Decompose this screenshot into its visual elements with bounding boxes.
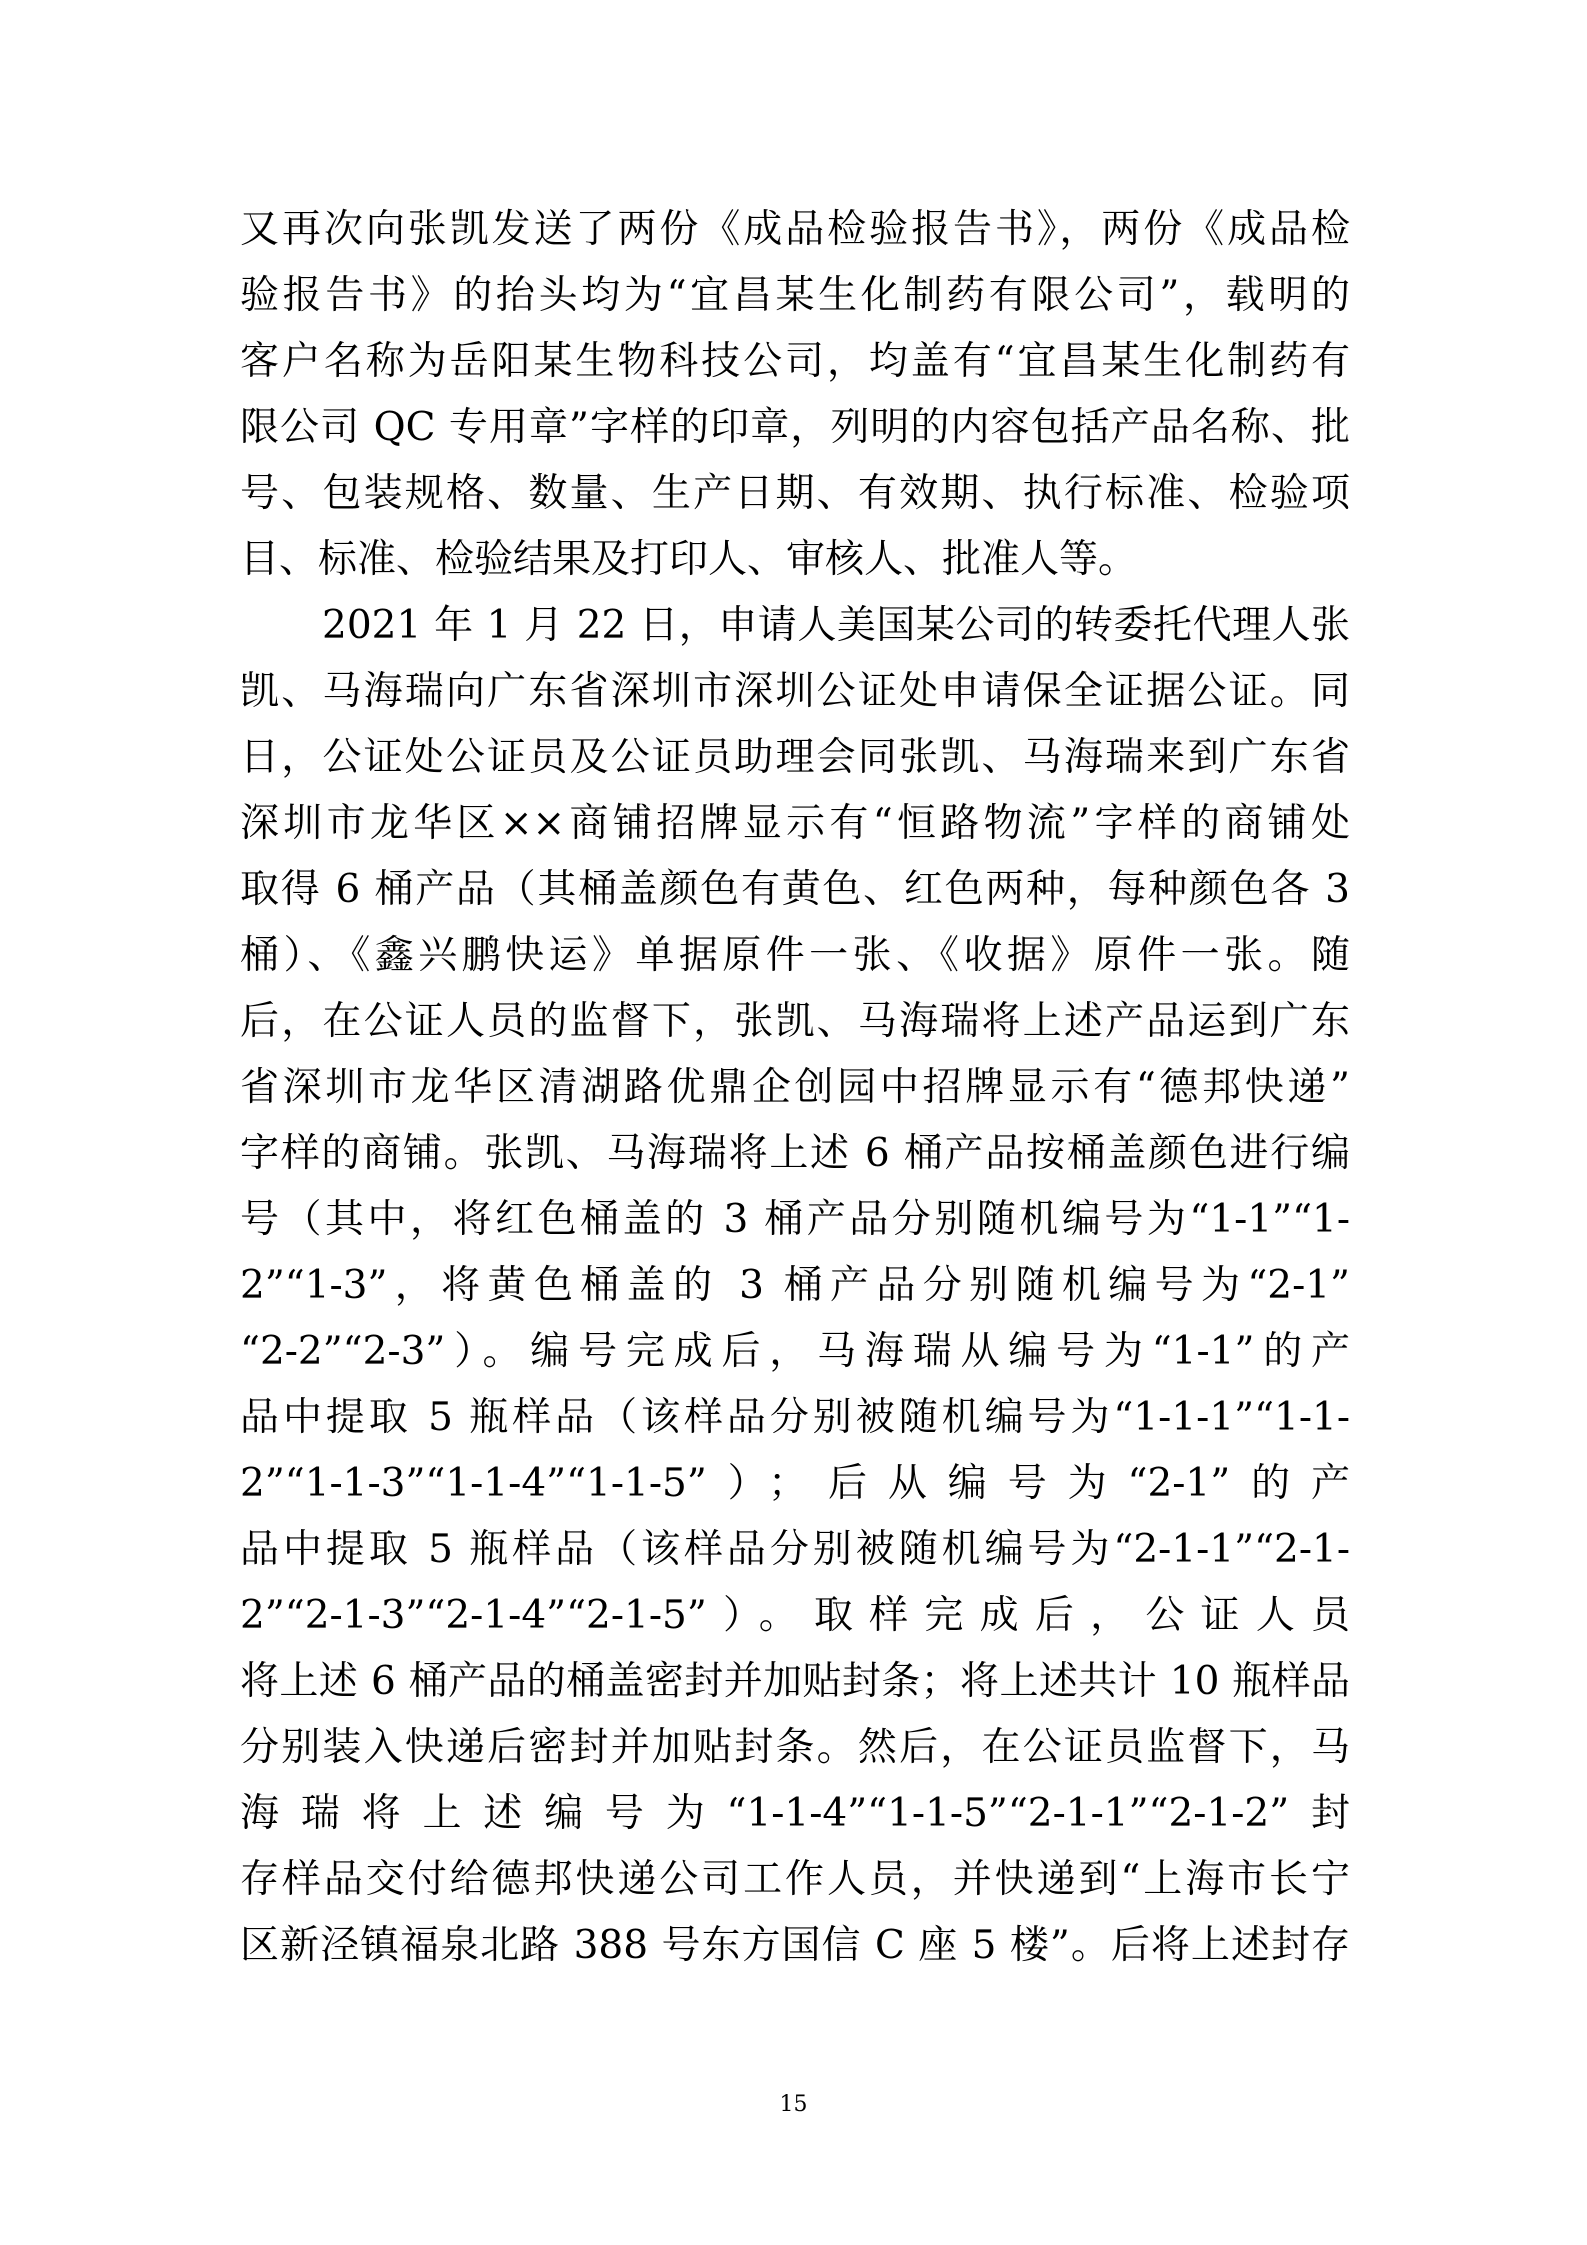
text-line: 后，在公证人员的监督下，张凯、马海瑞将上述产品运到广东 bbox=[240, 999, 1350, 1044]
text-line: 凯、马海瑞向广东省深圳市深圳公证处申请保全证据公证。同 bbox=[240, 669, 1350, 714]
text-line: 2021 年 1 月 22 日，申请人美国某公司的转委托代理人张 bbox=[322, 603, 1350, 648]
page-number: 15 bbox=[779, 2092, 808, 2117]
text-line: 2”“1-3”，将黄色桶盖的 3 桶产品分别随机编号为“2-1” bbox=[240, 1263, 1350, 1308]
text-line: 存样品交付给德邦快递公司工作人员，并快递到“上海市长宁 bbox=[240, 1857, 1350, 1902]
text-line: 将上述 6 桶产品的桶盖密封并加贴封条；将上述共计 10 瓶样品 bbox=[240, 1659, 1350, 1704]
text-line: 号（其中，将红色桶盖的 3 桶产品分别随机编号为“1-1”“1- bbox=[240, 1197, 1350, 1242]
text-line: 目、标准、检验结果及打印人、审核人、批准人等。 bbox=[240, 537, 1138, 582]
text-line: 2”“1-1-3”“1-1-4”“1-1-5”）；后从编号为“2-1”的产 bbox=[240, 1461, 1350, 1506]
text-line: 号、包装规格、数量、生产日期、有效期、执行标准、检验项 bbox=[240, 471, 1350, 516]
text-line: 品中提取 5 瓶样品（该样品分别被随机编号为“1-1-1”“1-1- bbox=[240, 1395, 1350, 1440]
text-line: 品中提取 5 瓶样品（该样品分别被随机编号为“2-1-1”“2-1- bbox=[240, 1527, 1350, 1572]
text-line: 深圳市龙华区××商铺招牌显示有“恒路物流”字样的商铺处 bbox=[240, 801, 1350, 846]
text-line: 省深圳市龙华区清湖路优鼎企创园中招牌显示有“德邦快递” bbox=[240, 1065, 1350, 1110]
text-line: 限公司 QC 专用章”字样的印章，列明的内容包括产品名称、批 bbox=[240, 405, 1350, 450]
text-line: 桶）、《鑫兴鹏快运》单据原件一张、《收据》原件一张。随 bbox=[240, 933, 1350, 978]
text-line: 又再次向张凯发送了两份《成品检验报告书》，两份《成品检 bbox=[240, 207, 1350, 252]
text-line: 日，公证处公证员及公证员助理会同张凯、马海瑞来到广东省 bbox=[240, 735, 1350, 780]
text-line: 2”“2-1-3”“2-1-4”“2-1-5”）。取样完成后，公证人员 bbox=[240, 1593, 1350, 1638]
text-line: 区新泾镇福泉北路 388 号东方国信 C 座 5 楼”。后将上述封存 bbox=[240, 1923, 1350, 1968]
text-line: 分别装入快递后密封并加贴封条。然后，在公证员监督下，马 bbox=[240, 1725, 1350, 1770]
text-line: 验报告书》的抬头均为“宜昌某生化制药有限公司”，载明的 bbox=[240, 273, 1350, 318]
text-line: 客户名称为岳阳某生物科技公司，均盖有“宜昌某生化制药有 bbox=[240, 339, 1350, 384]
text-line: 海瑞将上述编号为“1-1-4”“1-1-5”“2-1-1”“2-1-2”封 bbox=[240, 1791, 1350, 1836]
text-line: “2-2”“2-3”）。编号完成后，马海瑞从编号为“1-1”的产 bbox=[240, 1329, 1350, 1374]
text-line: 取得 6 桶产品（其桶盖颜色有黄色、红色两种，每种颜色各 3 bbox=[240, 867, 1350, 912]
text-line: 字样的商铺。张凯、马海瑞将上述 6 桶产品按桶盖颜色进行编 bbox=[240, 1131, 1350, 1176]
